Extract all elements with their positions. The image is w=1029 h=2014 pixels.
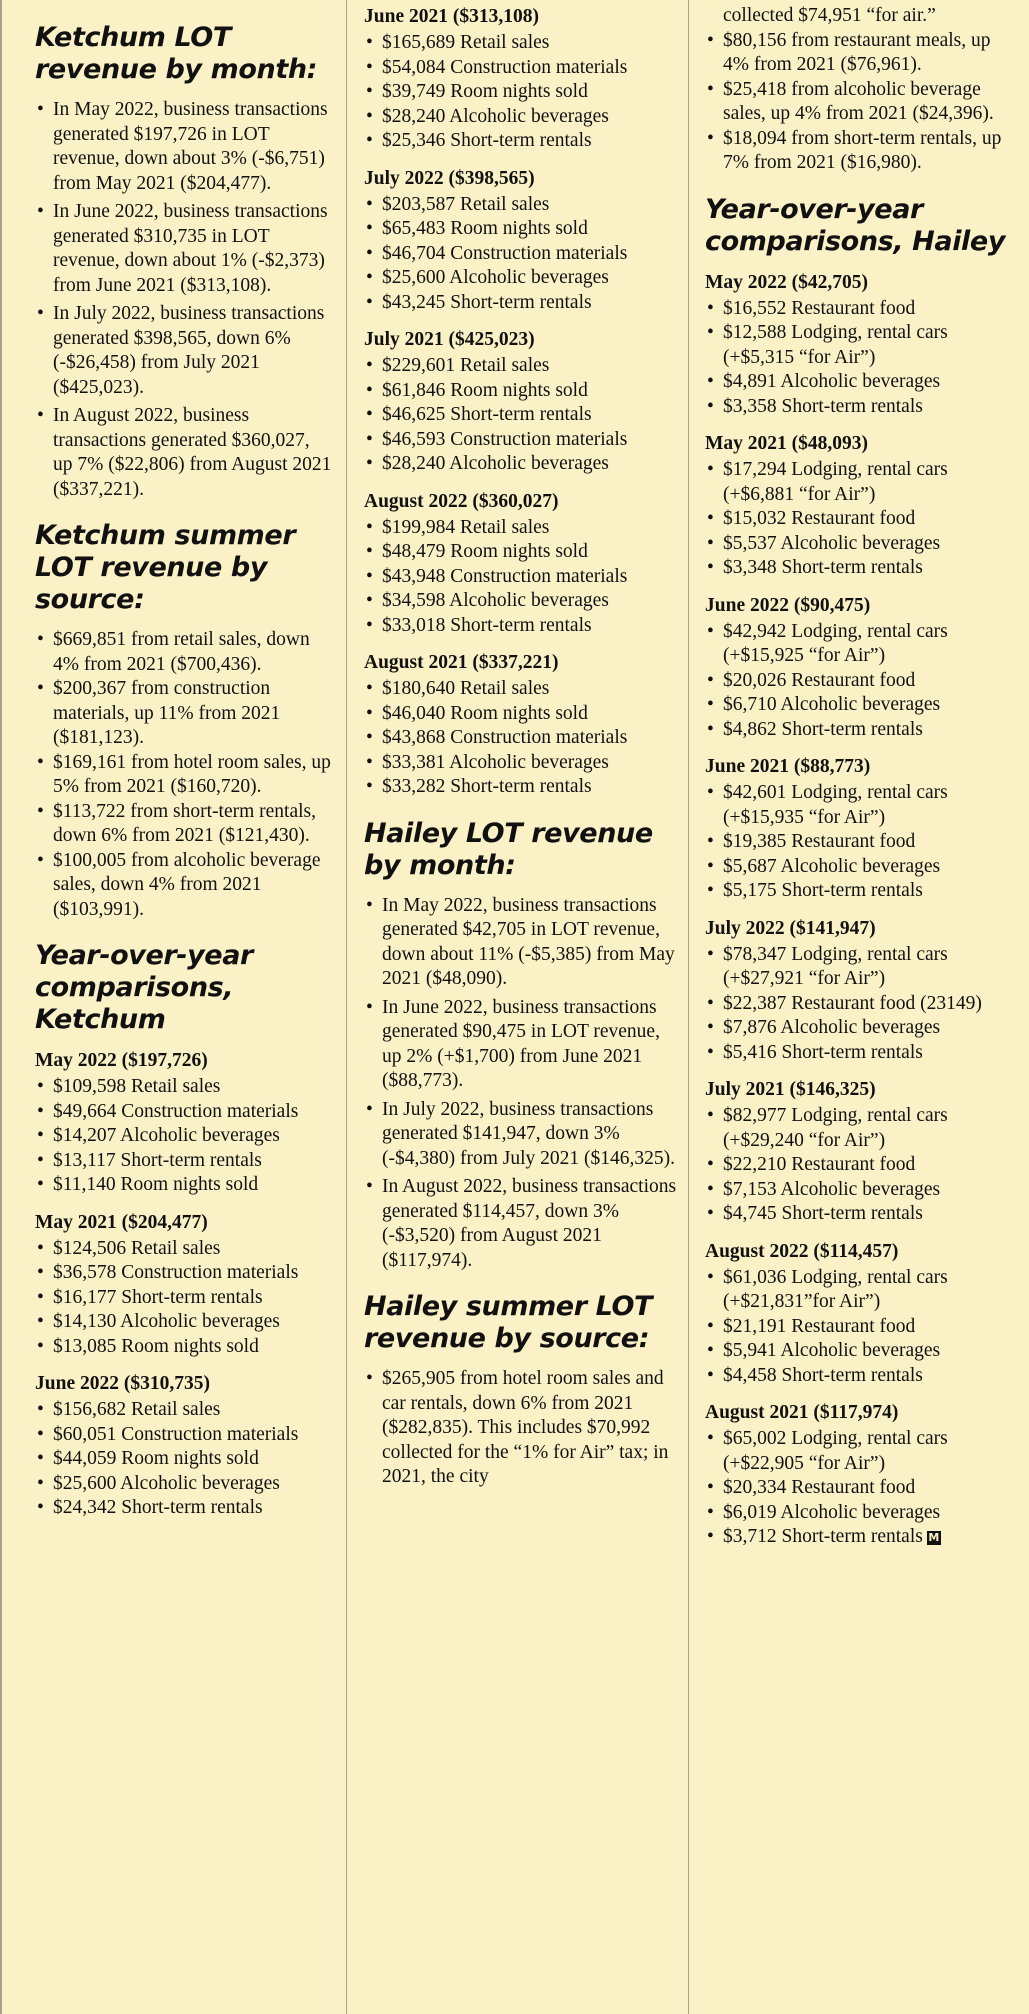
list-item: • $13,085 Room nights sold <box>35 1335 332 1360</box>
group-heading: July 2021 ($425,023) <box>364 329 535 350</box>
list-item: • $65,002 Lodging, rental cars (+$22,905 “for Air”) <box>705 1427 1021 1476</box>
list-item: • $4,891 Alcoholic beverages <box>705 370 1021 395</box>
group-heading: June 2021 ($88,773) <box>705 756 871 777</box>
hailey-monthly-section <box>364 818 678 1274</box>
list-item: • $4,745 Short-term rentals <box>705 1202 1021 1227</box>
list-item: • $39,749 Room nights sold <box>364 80 678 105</box>
yoy-group <box>705 754 1021 904</box>
yoy-group <box>705 1077 1021 1227</box>
yoy-group <box>35 1371 332 1521</box>
list-item: • $100,005 from alcoholic beverage sales, down 4% from 2021 ($103,991). <box>35 849 332 923</box>
list-item: • $199,984 Retail sales <box>364 516 678 541</box>
hailey-yoy-section <box>705 194 1021 1550</box>
list-item: • $14,207 Alcoholic beverages <box>35 1124 332 1149</box>
list-item: • $60,051 Construction materials <box>35 1423 332 1448</box>
list-item: • $42,601 Lodging, rental cars (+$15,935 “for Air”) <box>705 781 1021 830</box>
bullet-list <box>364 31 678 154</box>
list-item: • $12,588 Lodging, rental cars (+$5,315 “for Air”) <box>705 321 1021 370</box>
list-item: • $46,593 Construction materials <box>364 428 678 453</box>
yoy-group <box>705 1400 1021 1550</box>
list-item: • $13,117 Short-term rentals <box>35 1149 332 1174</box>
section-heading: Hailey summer LOT revenue by source: <box>364 1291 653 1354</box>
group-heading: August 2021 ($337,221) <box>364 652 559 673</box>
list-item: • $265,905 from hotel room sales and car rentals, down 6% from 2021 ($282,835). This includes $70,992 collected for the “1% for Air” tax; in 2021, the city <box>364 1367 678 1490</box>
section-heading: Year-over-year comparisons, Ketchum <box>35 940 253 1035</box>
group-heading: May 2022 ($197,726) <box>35 1050 208 1071</box>
list-item: • $33,282 Short-term rentals <box>364 775 678 800</box>
bullet-list <box>705 458 1021 581</box>
list-item-continued: collected $74,951 “for air.” <box>723 5 936 26</box>
column-2 <box>347 0 689 2014</box>
list-item: • $65,483 Room nights sold <box>364 217 678 242</box>
group-heading: May 2022 ($42,705) <box>705 271 869 293</box>
ketchum-monthly-section <box>35 22 332 502</box>
ketchum-yoy-section <box>35 940 332 1521</box>
bullet-list <box>364 516 678 639</box>
list-item: • $4,458 Short-term rentals <box>705 1364 1021 1389</box>
yoy-group <box>705 916 1021 1066</box>
bullet-list <box>364 677 678 800</box>
list-item: • $80,156 from restaurant meals, up 4% from 2021 ($76,961). <box>705 29 1021 78</box>
list-item: • $3,358 Short-term rentals <box>705 395 1021 420</box>
bullet-list <box>35 98 332 502</box>
list-item: • $200,367 from construction materials, up 11% from 2021 ($181,123). <box>35 677 332 751</box>
list-item: • $25,418 from alcoholic beverage sales, up 4% from 2021 ($24,396). <box>705 78 1021 127</box>
list-item: • $46,625 Short-term rentals <box>364 403 678 428</box>
bullet-list <box>364 894 678 1274</box>
list-item: • In July 2022, business transactions generated $141,947, down 3% (-$4,380) from July 2021 ($146,325). <box>364 1098 678 1172</box>
list-item: • $36,578 Construction materials <box>35 1261 332 1286</box>
list-item: • $203,587 Retail sales <box>364 193 678 218</box>
list-item: • $169,161 from hotel room sales, up 5% from 2021 ($160,720). <box>35 751 332 800</box>
list-item: • $46,040 Room nights sold <box>364 702 678 727</box>
yoy-group <box>35 1048 332 1198</box>
bullet-list <box>705 943 1021 1066</box>
list-item: • $18,094 from short-term rentals, up 7% from 2021 ($16,980). <box>705 127 1021 176</box>
list-item: • In August 2022, business transactions generated $114,457, down 3% (-$3,520) from August 2021 ($117,974). <box>364 1175 678 1273</box>
yoy-group <box>364 4 678 154</box>
list-item: • $82,977 Lodging, rental cars (+$29,240 “for Air”) <box>705 1104 1021 1153</box>
list-item <box>705 1525 1021 1550</box>
list-item: • $5,687 Alcoholic beverages <box>705 855 1021 880</box>
bullet-list <box>364 354 678 477</box>
list-item: • $46,704 Construction materials <box>364 242 678 267</box>
column-1 <box>2 0 347 2014</box>
yoy-group <box>705 593 1021 743</box>
list-item: • $22,210 Restaurant food <box>705 1153 1021 1178</box>
yoy-group <box>364 166 678 316</box>
list-item: • In July 2022, business transactions generated $398,565, down 6% (-$26,458) from July 2021 ($425,023). <box>35 302 332 400</box>
bullet-list <box>364 1367 678 1490</box>
list-item: • $34,598 Alcoholic beverages <box>364 589 678 614</box>
list-item: • $3,348 Short-term rentals <box>705 556 1021 581</box>
list-item: • $54,084 Construction materials <box>364 56 678 81</box>
column-3 <box>689 0 1029 2014</box>
yoy-group <box>705 270 1021 420</box>
list-item: • $49,664 Construction materials <box>35 1100 332 1125</box>
list-item: • $17,294 Lodging, rental cars (+$6,881 “for Air”) <box>705 458 1021 507</box>
list-item-text: $3,712 Short-term rentals <box>723 1526 923 1547</box>
group-heading: May 2021 ($48,093) <box>705 433 869 454</box>
bullet-list <box>705 1427 1021 1550</box>
bullet-list <box>705 297 1021 420</box>
list-item: • $16,552 Restaurant food <box>705 297 1021 322</box>
bullet-list <box>35 1237 332 1360</box>
group-heading: June 2022 ($90,475) <box>705 594 871 616</box>
list-item: • $6,019 Alcoholic beverages <box>705 1501 1021 1526</box>
list-item: • In August 2022, business transactions generated $360,027, up 7% ($22,806) from August 2021 ($337,221). <box>35 404 332 502</box>
list-item: • $15,032 Restaurant food <box>705 507 1021 532</box>
section-heading: Ketchum summer LOT revenue by source: <box>35 520 296 615</box>
list-item: • $22,387 Restaurant food (23149) <box>705 992 1021 1017</box>
yoy-group <box>364 327 678 477</box>
list-item: • $43,245 Short-term rentals <box>364 291 678 316</box>
hailey-source-section <box>364 1291 678 1490</box>
bullet-list <box>705 1104 1021 1227</box>
group-heading: August 2022 ($114,457) <box>705 1240 899 1262</box>
list-item: • In May 2022, business transactions generated $197,726 in LOT revenue, down about 3% (-$6,751) from May 2021 ($204,477). <box>35 98 332 196</box>
list-item: • $109,598 Retail sales <box>35 1075 332 1100</box>
section-heading: Hailey LOT revenue by month: <box>364 817 653 881</box>
list-item: • $19,385 Restaurant food <box>705 830 1021 855</box>
list-item: • $669,851 from retail sales, down 4% from 2021 ($700,436). <box>35 628 332 677</box>
list-item: • $78,347 Lodging, rental cars (+$27,921 “for Air”) <box>705 943 1021 992</box>
list-item: • $165,689 Retail sales <box>364 31 678 56</box>
list-item: • $7,153 Alcoholic beverages <box>705 1178 1021 1203</box>
yoy-group <box>364 650 678 800</box>
list-item: • $4,862 Short-term rentals <box>705 718 1021 743</box>
list-item: • $16,177 Short-term rentals <box>35 1286 332 1311</box>
bullet-list <box>35 1398 332 1521</box>
list-item: • $43,948 Construction materials <box>364 565 678 590</box>
bullet-list <box>705 1266 1021 1389</box>
list-item: • $14,130 Alcoholic beverages <box>35 1310 332 1335</box>
bullet-list <box>705 781 1021 904</box>
group-heading: July 2022 ($141,947) <box>705 917 876 939</box>
group-heading: July 2022 ($398,565) <box>364 167 535 189</box>
list-item: • $113,722 from short-term rentals, down 6% from 2021 ($121,430). <box>35 800 332 849</box>
yoy-group <box>35 1210 332 1360</box>
list-item: • $43,868 Construction materials <box>364 726 678 751</box>
list-item: • $25,346 Short-term rentals <box>364 129 678 154</box>
list-item: • $61,846 Room nights sold <box>364 379 678 404</box>
bullet-list <box>35 628 332 922</box>
list-item: • In June 2022, business transactions generated $310,735 in LOT revenue, down about 1% (-$2,373) from June 2021 ($313,108). <box>35 200 332 298</box>
list-item: • $229,601 Retail sales <box>364 354 678 379</box>
list-item: • $5,416 Short-term rentals <box>705 1041 1021 1066</box>
list-item: • $21,191 Restaurant food <box>705 1315 1021 1340</box>
section-heading: Year-over-year comparisons, Hailey <box>705 193 1006 257</box>
list-item: • $24,342 Short-term rentals <box>35 1496 332 1521</box>
list-item: • $33,018 Short-term rentals <box>364 614 678 639</box>
bullet-list <box>35 1075 332 1198</box>
group-heading: August 2022 ($360,027) <box>364 490 559 512</box>
list-item: • $42,942 Lodging, rental cars (+$15,925 “for Air”) <box>705 620 1021 669</box>
list-item: • $33,381 Alcoholic beverages <box>364 751 678 776</box>
list-item: • $5,537 Alcoholic beverages <box>705 532 1021 557</box>
group-heading: July 2021 ($146,325) <box>705 1079 876 1100</box>
list-item: • $5,941 Alcoholic beverages <box>705 1339 1021 1364</box>
list-item: • $5,175 Short-term rentals <box>705 879 1021 904</box>
list-item: • $25,600 Alcoholic beverages <box>364 266 678 291</box>
list-item: • $124,506 Retail sales <box>35 1237 332 1262</box>
list-item: • $44,059 Room nights sold <box>35 1447 332 1472</box>
group-heading: June 2022 ($310,735) <box>35 1373 210 1394</box>
list-item: • $28,240 Alcoholic beverages <box>364 452 678 477</box>
yoy-group <box>364 489 678 639</box>
list-item: • In May 2022, business transactions generated $42,705 in LOT revenue, down about 11% (-$5,385) from May 2021 ($48,090). <box>364 894 678 992</box>
list-item: • In June 2022, business transactions generated $90,475 in LOT revenue, up 2% (+$1,700) from June 2021 ($88,773). <box>364 996 678 1094</box>
yoy-group <box>705 1239 1021 1389</box>
bullet-list <box>705 620 1021 743</box>
list-item: • $20,334 Restaurant food <box>705 1476 1021 1501</box>
list-item: • $61,036 Lodging, rental cars (+$21,831”for Air”) <box>705 1266 1021 1315</box>
list-item: • $25,600 Alcoholic beverages <box>35 1472 332 1497</box>
section-heading: Ketchum LOT revenue by month: <box>35 22 318 85</box>
list-item: • $48,479 Room nights sold <box>364 540 678 565</box>
list-item: • $11,140 Room nights sold <box>35 1173 332 1198</box>
yoy-group <box>705 431 1021 581</box>
group-heading: June 2021 ($313,108) <box>364 6 539 27</box>
ketchum-source-section <box>35 520 332 922</box>
list-item: • $156,682 Retail sales <box>35 1398 332 1423</box>
list-item: • $20,026 Restaurant food <box>705 669 1021 694</box>
end-mark-icon: M <box>928 1530 940 1544</box>
list-item: • $28,240 Alcoholic beverages <box>364 105 678 130</box>
group-heading: May 2021 ($204,477) <box>35 1211 208 1233</box>
bullet-list <box>705 29 1021 176</box>
bullet-list <box>364 193 678 316</box>
list-item: • $7,876 Alcoholic beverages <box>705 1016 1021 1041</box>
list-item: • $180,640 Retail sales <box>364 677 678 702</box>
group-heading: August 2021 ($117,974) <box>705 1402 899 1423</box>
list-item: • $6,710 Alcoholic beverages <box>705 693 1021 718</box>
